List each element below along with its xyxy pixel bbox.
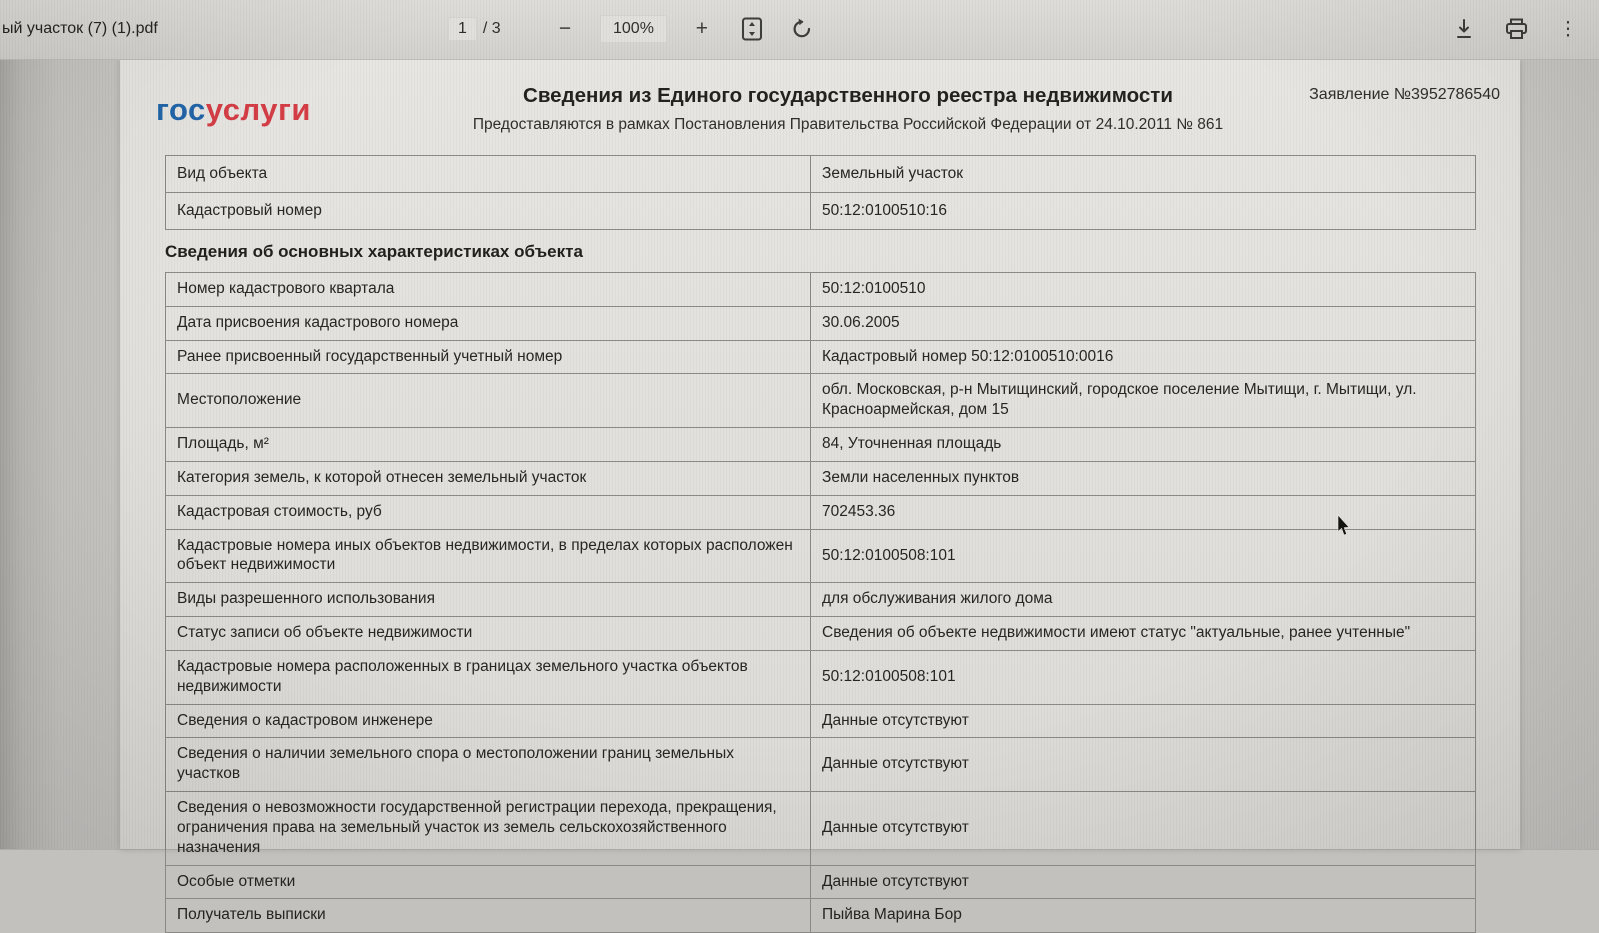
table-row	[166, 273, 1476, 307]
table-row	[166, 617, 1476, 651]
row-value: Земельный участок	[811, 156, 1476, 193]
table-row	[166, 374, 1476, 428]
row-value: 50:12:0100510:16	[811, 193, 1476, 230]
download-icon[interactable]	[1447, 12, 1481, 46]
row-label: Сведения о наличии земельного спора о местоположении границ земельных участков	[166, 738, 811, 792]
row-value: Сведения об объекте недвижимости имеют статус "актуальные, ранее учтенные"	[811, 617, 1476, 651]
row-value: 50:12:0100510	[811, 273, 1476, 307]
row-value: Земли населенных пунктов	[811, 461, 1476, 495]
object-table-wrap	[120, 155, 1520, 230]
row-value: Кадастровый номер 50:12:0100510:0016	[811, 340, 1476, 374]
table-row	[166, 899, 1476, 933]
zoom-level: 100%	[600, 15, 667, 43]
gosuslugi-logo	[156, 82, 424, 134]
row-label: Виды разрешенного использования	[166, 583, 811, 617]
row-label: Кадастровые номера расположенных в границах земельного участка объектов недвижимости	[166, 650, 811, 704]
more-options-icon[interactable]: ⋮	[1551, 12, 1585, 46]
row-label: Местоположение	[166, 374, 811, 428]
section-title: Сведения об основных характеристиках объекта	[165, 242, 583, 261]
view-controls	[735, 12, 819, 46]
row-label: Дата присвоения кадастрового номера	[166, 306, 811, 340]
row-label: Ранее присвоенный государственный учетный номер	[166, 340, 811, 374]
table-row	[166, 865, 1476, 899]
row-label: Кадастровый номер	[166, 193, 811, 230]
table-row	[166, 306, 1476, 340]
table-row	[166, 495, 1476, 529]
row-label: Категория земель, к которой отнесен земельный участок	[166, 461, 811, 495]
row-value: 30.06.2005	[811, 306, 1476, 340]
table-row	[166, 156, 1476, 193]
page-total-label: / 3	[482, 20, 501, 37]
object-info-table	[165, 155, 1476, 230]
main-table-wrap	[120, 272, 1520, 933]
table-row	[166, 704, 1476, 738]
table-row	[166, 428, 1476, 462]
row-value: 50:12:0100508:101	[811, 529, 1476, 583]
row-label: Кадастровые номера иных объектов недвижимости, в пределах которых расположен объект недвижимости	[166, 529, 811, 583]
table-row	[166, 193, 1476, 230]
table-row	[166, 738, 1476, 792]
row-value: Данные отсутствуют	[811, 792, 1476, 865]
zoom-controls	[548, 12, 719, 46]
row-value: 50:12:0100508:101	[811, 650, 1476, 704]
pdf-viewer-area	[0, 60, 1599, 924]
print-icon[interactable]	[1499, 12, 1533, 46]
pdf-page	[120, 60, 1520, 924]
row-label: Площадь, м²	[166, 428, 811, 462]
row-value: 84, Уточненная площадь	[811, 428, 1476, 462]
zoom-in-button[interactable]: +	[685, 12, 719, 46]
table-row	[166, 792, 1476, 865]
row-value: 702453.36	[811, 495, 1476, 529]
mouse-cursor	[1337, 515, 1352, 537]
row-label: Сведения о невозможности государственной регистрации перехода, прекращения, ограничения права на земельный участок из земель сельскохозяйственного назначения	[166, 792, 811, 865]
rotate-icon[interactable]	[785, 12, 819, 46]
document-header	[120, 60, 1520, 134]
row-label: Статус записи об объекте недвижимости	[166, 617, 811, 651]
row-value: Данные отсутствуют	[811, 704, 1476, 738]
pdf-filename: ый участок (7) (1).pdf	[2, 20, 158, 37]
table-row	[166, 461, 1476, 495]
row-label: Сведения о кадастровом инженере	[166, 704, 811, 738]
toolbar-right-actions	[1447, 12, 1585, 46]
row-label: Вид объекта	[166, 156, 811, 193]
row-label: Получатель выписки	[166, 899, 811, 933]
table-row	[166, 340, 1476, 374]
row-label: Номер кадастрового квартала	[166, 273, 811, 307]
fit-page-icon[interactable]	[735, 12, 769, 46]
row-value: Данные отсутствуют	[811, 738, 1476, 792]
row-label: Кадастровая стоимость, руб	[166, 495, 811, 529]
table-row	[166, 650, 1476, 704]
logo-part-red: услуги	[205, 92, 311, 127]
page-number-input[interactable]: 1	[448, 17, 477, 41]
row-label: Особые отметки	[166, 865, 811, 899]
row-value: Данные отсутствуют	[811, 865, 1476, 899]
main-characteristics-table	[165, 272, 1476, 933]
pdf-toolbar	[0, 0, 1599, 60]
table-row	[166, 583, 1476, 617]
row-value: Пыйва Марина Бор	[811, 899, 1476, 933]
logo-part-blue: гос	[156, 92, 206, 127]
header-center	[424, 82, 1272, 134]
document-title: Сведения из Единого государственного реестра недвижимости	[523, 84, 1173, 107]
page-navigation	[448, 17, 501, 41]
application-number: Заявление №3952786540	[1309, 86, 1500, 103]
zoom-out-button[interactable]: −	[548, 12, 582, 46]
row-value: для обслуживания жилого дома	[811, 583, 1476, 617]
row-value: обл. Московская, р-н Мытищинский, городское поселение Мытищи, г. Мытищи, ул. Красноармейская, дом 15	[811, 374, 1476, 428]
document-subtitle: Предоставляются в рамках Постановления Правительства Российской Федерации от 24.10.2011 № 861	[472, 116, 1224, 133]
table-row	[166, 529, 1476, 583]
